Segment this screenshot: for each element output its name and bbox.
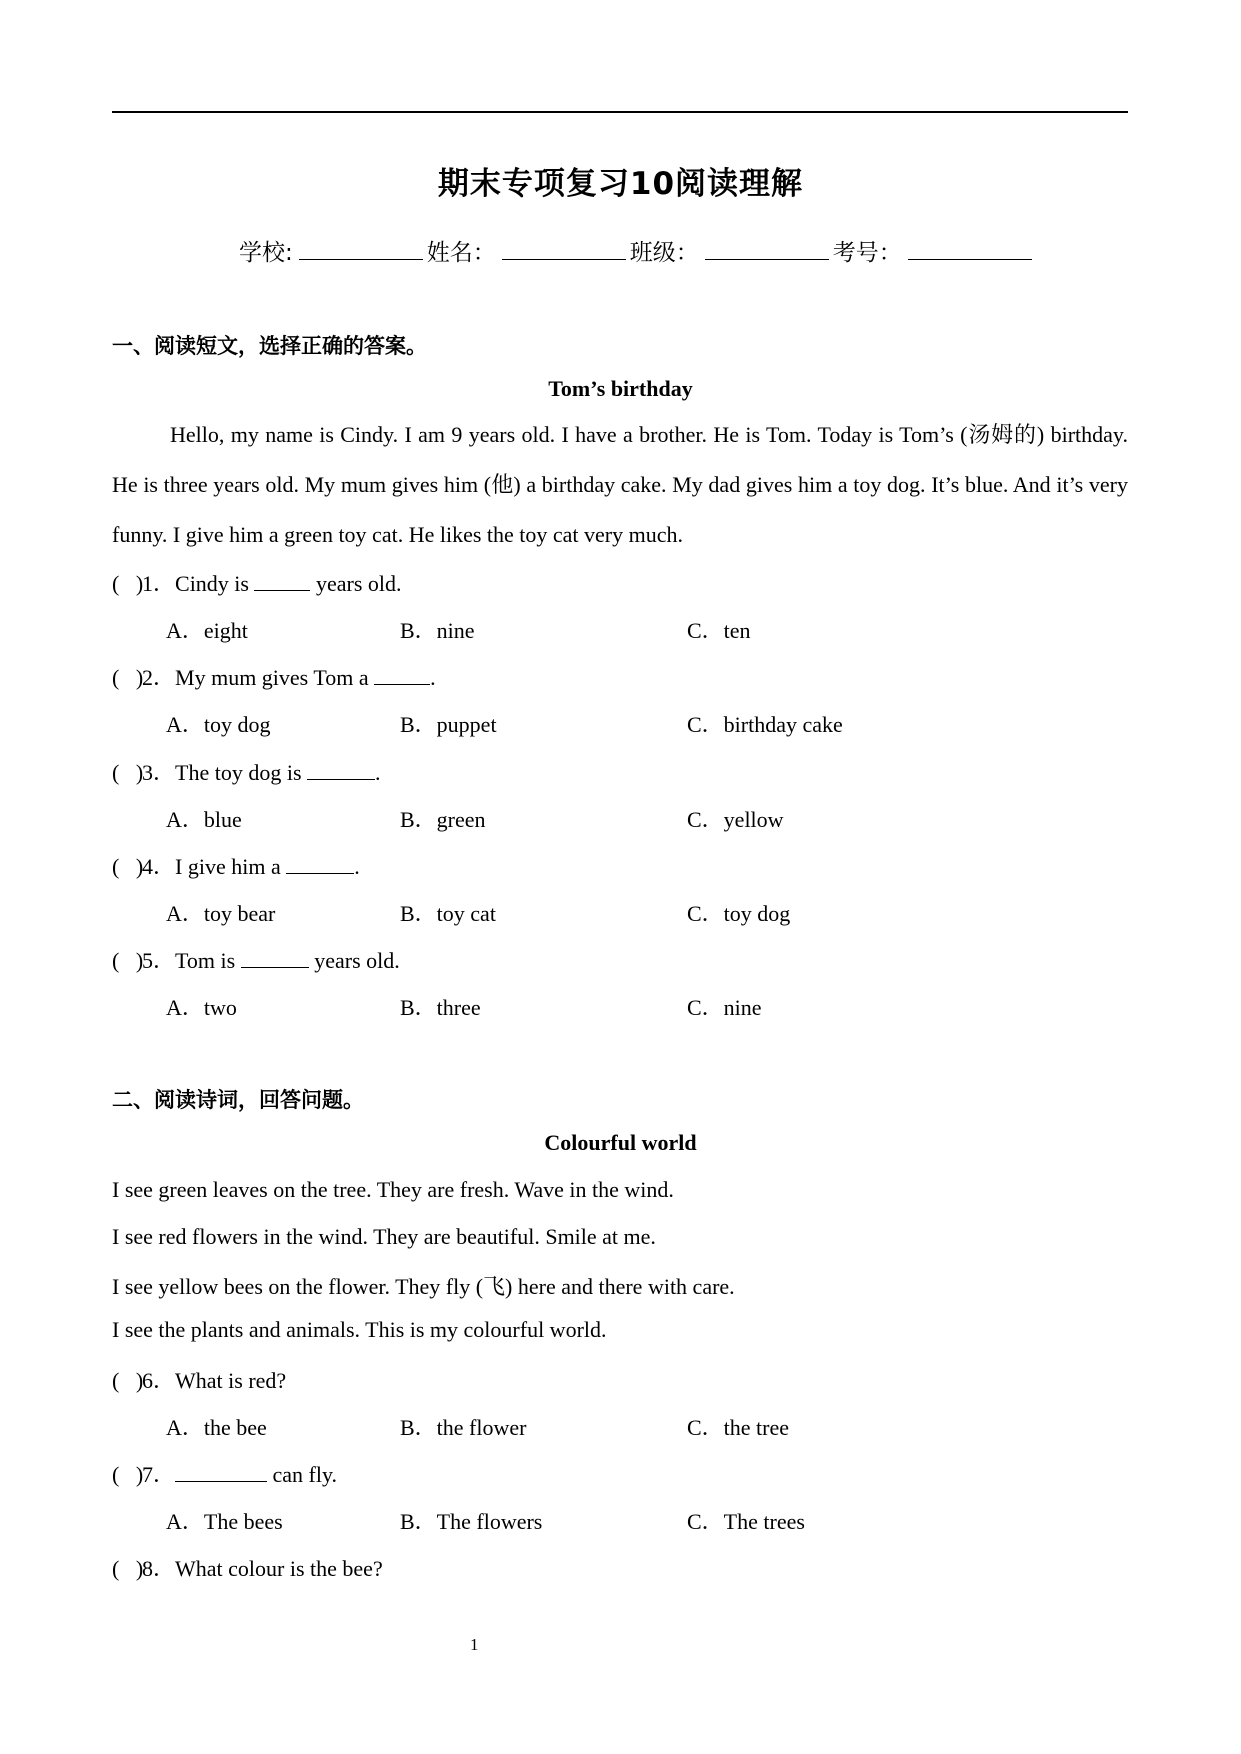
option-c: C．ten [687,618,751,643]
answer-bracket[interactable]: ( ) [112,948,144,973]
option-a: A．the bee [166,1415,267,1440]
poem-line: I see green leaves on the tree. They are fresh. Wave in the wind. [112,1177,674,1202]
poem-line: I see the plants and animals. This is my colourful world. [112,1317,607,1342]
question-5: ( )5．Tom is years old. [112,948,400,973]
option-c: C．yellow [687,807,784,832]
option-c: C．the tree [687,1415,790,1440]
option-c: C．The trees [687,1509,805,1534]
answer-bracket[interactable]: ( ) [112,1556,144,1581]
option-a: A．blue [166,807,242,832]
page-title: 期末专项复习10阅读理解 [437,166,804,202]
question-1: ( )1．Cindy is years old. [112,571,402,596]
section-2-heading: 二、阅读诗词，回答问题。 [112,1088,364,1112]
option-b: B．the flower [400,1415,527,1440]
answer-bracket[interactable]: ( ) [112,1462,144,1487]
option-a: A．toy bear [166,901,276,926]
option-b: B．puppet [400,712,497,737]
option-b: B．green [400,807,486,832]
name-label: 姓名： [426,240,496,266]
number-blank[interactable] [908,237,1032,260]
number-label: 考号： [832,240,902,266]
poem-line: I see red flowers in the wind. They are beautiful. Smile at me. [112,1224,656,1249]
option-a: A．two [166,995,237,1020]
name-blank[interactable] [502,237,626,260]
school-blank[interactable] [299,237,423,260]
question-6: ( )6．What is red? [112,1368,287,1393]
fill-blank [307,759,375,780]
question-7: ( )7． can fly. [112,1462,338,1487]
option-b: B．toy cat [400,901,496,926]
fill-blank [374,664,430,685]
option-a: A．The bees [166,1509,283,1534]
class-label: 班级： [629,240,699,266]
section-1-heading: 一、阅读短文，选择正确的答案。 [112,334,427,358]
option-a: A．eight [166,618,248,643]
question-4: ( )4．I give him a . [112,854,360,879]
answer-bracket[interactable]: ( ) [112,760,144,785]
option-a: A．toy dog [166,712,271,737]
option-b: B．The flowers [400,1509,543,1534]
question-3: ( )3．The toy dog is . [112,760,381,785]
option-c: C．nine [687,995,762,1020]
passage-2-title: Colourful world [544,1130,697,1155]
fill-blank [175,1461,267,1482]
fill-blank [254,570,310,591]
question-2: ( )2．My mum gives Tom a . [112,665,436,690]
answer-bracket[interactable]: ( ) [112,571,144,596]
page-number: 1 [470,1635,479,1654]
option-c: C．toy dog [687,901,791,926]
top-rule [112,111,1128,113]
option-c: C．birthday cake [687,712,843,737]
passage-1-text: Hello, my name is Cindy. I am 9 years old. I have a brother. He is Tom. Today is Tom’s (汤姆的) birthday. He is three years old. My mum gives him (他) a birthday cake. My dad gives him a toy dog. It’s blue. And it’s very funny. I give him a green toy cat. He likes the toy cat very much. [112,422,1128,547]
student-info-line [239,234,1036,267]
school-label: 学校: [239,240,293,266]
poem-line: I see yellow bees on the flower. They fly (飞) here and there with care. [112,1274,735,1299]
fill-blank [286,853,354,874]
question-8: ( )8．What colour is the bee? [112,1556,383,1581]
class-blank[interactable] [705,237,829,260]
answer-bracket[interactable]: ( ) [112,1368,144,1393]
answer-bracket[interactable]: ( ) [112,854,144,879]
passage-1-title: Tom’s birthday [548,376,693,401]
option-b: B．three [400,995,481,1020]
option-b: B．nine [400,618,475,643]
fill-blank [241,947,309,968]
answer-bracket[interactable]: ( ) [112,665,144,690]
